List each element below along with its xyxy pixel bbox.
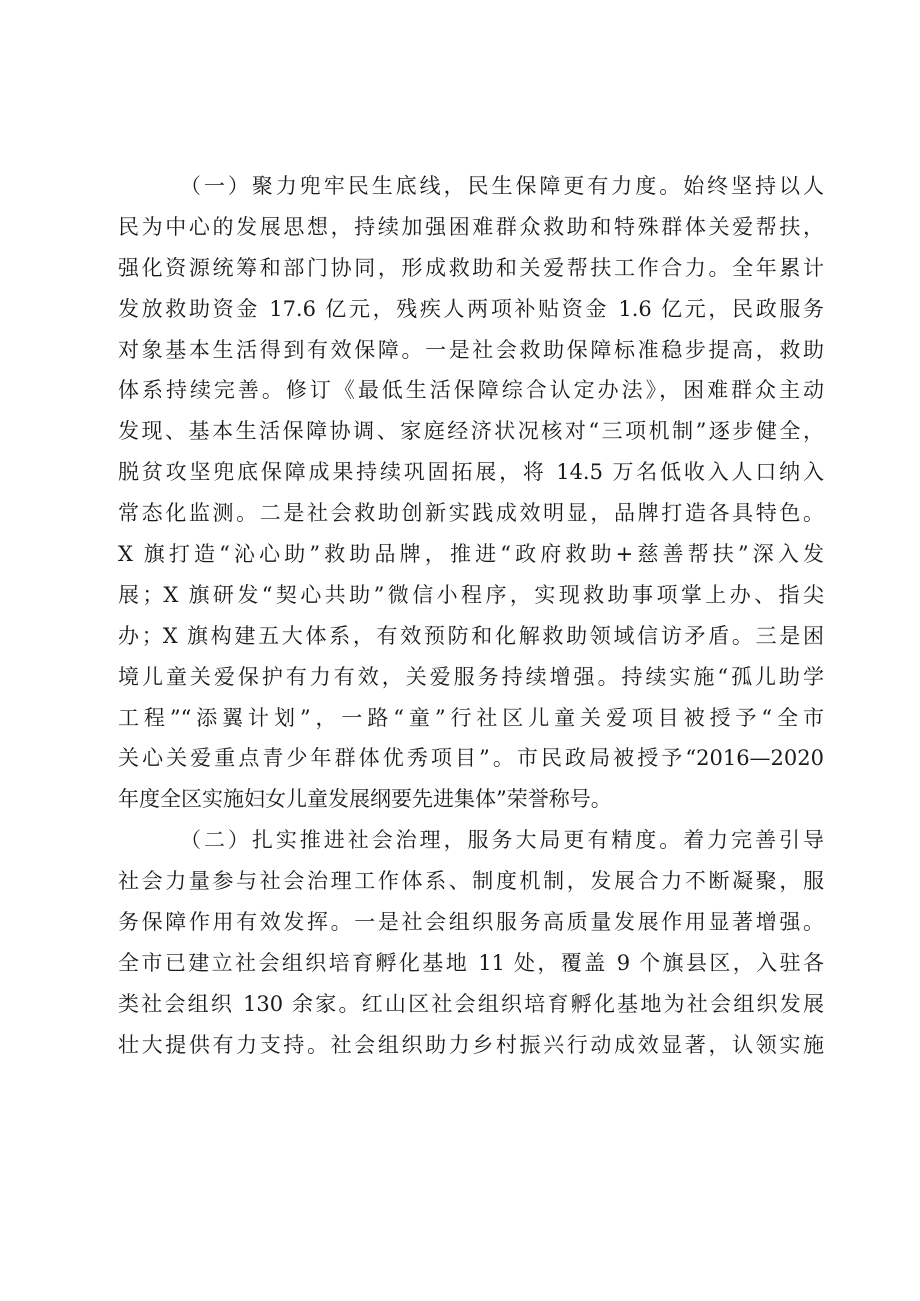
- paragraph-line: 务保障作用有效发挥。一是社会组织服务高质量发展作用显著增强。: [118, 910, 824, 935]
- paragraph-line: 关心关爱重点青少年群体优秀项目”。市民政局被授予“2016—2020: [118, 746, 824, 771]
- document-body: [118, 166, 824, 1066]
- paragraph-line: （二）扎实推进社会治理，服务大局更有精度。着力完善引导: [180, 828, 824, 853]
- paragraph-line: 年度全区实施妇女儿童发展纲要先进集体”荣誉称号。: [118, 787, 612, 812]
- paragraph-line: （一）聚力兜牢民生底线，民生保障更有力度。始终坚持以人: [180, 174, 824, 198]
- paragraph-line: 展；X 旗研发“契心共助”微信小程序，实现救助事项掌上办、指尖: [118, 582, 824, 607]
- paragraph-line: X 旗打造“沁心助”救助品牌，推进“政府救助+慈善帮扶”深入发: [118, 542, 824, 567]
- paragraph-line: 境儿童关爱保护有力有效，关爱服务持续增强。持续实施“孤儿助学: [118, 664, 824, 689]
- paragraph-line: 工程”“添翼计划”，一路“童”行社区儿童关爱项目被授予“全市: [118, 705, 824, 730]
- paragraph-line: 社会力量参与社会治理工作体系、制度机制，发展合力不断凝聚，服: [118, 869, 824, 894]
- paragraph-line: 对象基本生活得到有效保障。一是社会救助保障标准稳步提高，救助: [118, 337, 824, 362]
- section-2-paragraph: [118, 820, 824, 1065]
- paragraph-line: 强化资源统筹和部门协同，形成救助和关爱帮扶工作合力。全年累计: [118, 255, 824, 280]
- paragraph-line: 发现、基本生活保障协调、家庭经济状况核对“三项机制”逐步健全，: [118, 419, 824, 444]
- paragraph-line: 民为中心的发展思想，持续加强困难群众救助和特殊群体关爱帮扶，: [118, 214, 824, 239]
- paragraph-line: 脱贫攻坚兜底保障成果持续巩固拓展，将 14.5 万名低收入人口纳入: [118, 460, 824, 485]
- paragraph-line: 发放救助资金 17.6 亿元，残疾人两项补贴资金 1.6 亿元，民政服务: [118, 296, 824, 321]
- paragraph-line: 全市已建立社会组织培育孵化基地 11 处，覆盖 9 个旗县区，入驻各: [118, 950, 824, 975]
- paragraph-line: 办；X 旗构建五大体系，有效预防和化解救助领域信访矛盾。三是困: [118, 623, 824, 648]
- paragraph-line: 常态化监测。二是社会救助创新实践成效明显，品牌打造各具特色。: [118, 501, 824, 526]
- section-1-paragraph: [118, 166, 824, 820]
- paragraph-line: 类社会组织 130 余家。红山区社会组织培育孵化基地为社会组织发展: [118, 991, 824, 1016]
- paragraph-line: 壮大提供有力支持。社会组织助力乡村振兴行动成效显著，认领实施: [118, 1032, 824, 1057]
- paragraph-line: 体系持续完善。修订《最低生活保障综合认定办法》，困难群众主动: [118, 378, 824, 403]
